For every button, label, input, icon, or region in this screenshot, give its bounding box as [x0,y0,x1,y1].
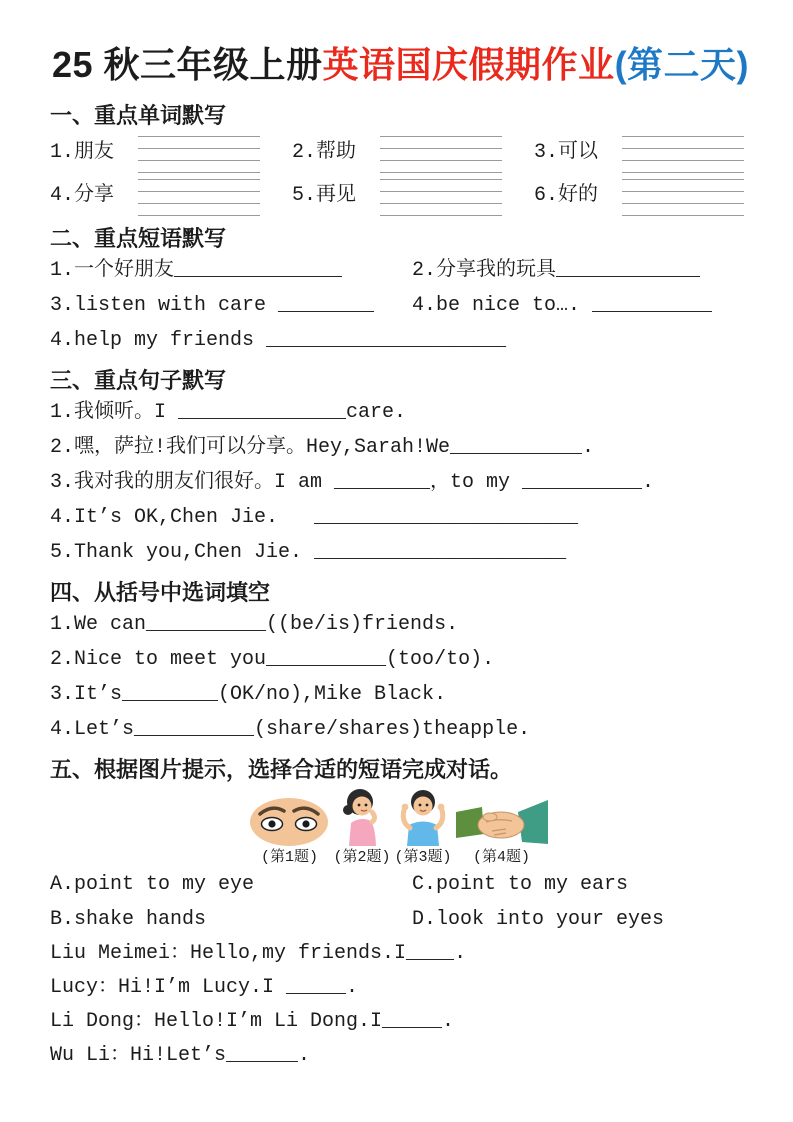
figure-4 [456,798,548,867]
figure-1 [249,796,329,867]
figure-caption: (第4题) [473,849,531,867]
figure-3 [395,788,452,867]
eyes-image [249,796,329,848]
option-d: D.look into your eyes [412,908,665,932]
dialogue-line-1: Liu Meimei：Hello,my friends.I____. [50,942,467,966]
writing-lines [138,136,260,173]
word-item-2 [292,133,534,173]
options-row-2 [50,902,747,937]
section-words-heading: 一、重点单词默写 [50,103,227,129]
word-label: 5.再见 [292,184,357,208]
phrase-item: 3.listen with care ________ [50,294,375,318]
sentence-line-5: 5.Thank you,Chen Jie. _____________________ [50,541,567,565]
figure-caption: (第1题) [260,849,318,867]
phrase-item: 4.be nice to…. __________ [412,294,713,318]
title-part-red: 英语国庆假期作业 [322,44,615,85]
sentence-line-4: 4.It’s OK,Chen Jie. ______________________ [50,506,579,530]
writing-lines [622,179,744,216]
dialogue-line-4: Wu Li：Hi!Let’s______. [50,1044,311,1068]
writing-lines [138,179,260,216]
phrase-row-1 [50,253,747,288]
dialogue-line-2: Lucy：Hi!I’m Lucy.I _____. [50,976,359,1000]
sentence-line-1: 1.我倾听。I ______________care. [50,401,407,425]
phrase-item: 4.help my friends ____________________ [50,329,507,353]
choose-line-3: 3.It’s________(OK/no),Mike Black. [50,683,447,707]
option-b: B.shake hands [50,908,207,932]
handshake-image [456,798,548,848]
sentence-line-2: 2.嘿，萨拉!我们可以分享。Hey,Sarah!We___________. [50,436,595,460]
words-row-1 [50,133,747,173]
word-label: 4.分享 [50,184,115,208]
word-item-5 [292,176,534,216]
page-title [52,44,750,86]
word-item-3 [534,133,776,173]
choose-line-2: 2.Nice to meet you__________(too/to). [50,648,495,672]
word-label: 1.朋友 [50,141,115,165]
word-label: 2.帮助 [292,141,357,165]
word-item-6 [534,176,776,216]
section-choose-heading: 四、从括号中选词填空 [50,580,271,606]
word-item-4 [50,176,292,216]
title-part-blue: (第二天) [614,44,750,85]
option-c: C.point to my ears [412,873,629,897]
word-item-1 [50,133,292,173]
figure-caption: (第2题) [333,849,391,867]
word-label: 3.可以 [534,141,599,165]
writing-lines [380,136,502,173]
words-row-2 [50,176,747,216]
option-a: A.point to my eye [50,873,255,897]
section-dialogue-heading: 五、根据图片提示，选择合适的短语完成对话。 [50,757,513,783]
section-sentences-heading: 三、重点句子默写 [50,368,227,394]
girl-pointing-to-eye-image [339,788,385,848]
writing-lines [380,179,502,216]
phrase-item: 1.一个好朋友______________ [50,259,343,283]
choose-line-4: 4.Let’s__________(share/shares)theapple. [50,718,531,742]
boy-pointing-to-ears-image [395,788,451,848]
options-row-1 [50,867,747,902]
sentence-line-3: 3.我对我的朋友们很好。I am ________，to my __________. [50,471,655,495]
figure-caption: (第3题) [394,849,452,867]
figures-row [50,788,747,867]
phrase-row-3 [50,323,747,358]
phrase-row-2 [50,288,747,323]
dialogue-line-3: Li Dong：Hello!I’m Li Dong.I_____. [50,1010,455,1034]
choose-line-1: 1.We can__________((be/is)friends. [50,613,459,637]
figure-2 [333,788,390,867]
word-label: 6.好的 [534,184,599,208]
title-part-black: 25 秋三年级上册 [52,44,323,85]
phrase-item: 2.分享我的玩具____________ [412,259,701,283]
writing-lines [622,136,744,173]
section-phrases-heading: 二、重点短语默写 [50,226,227,252]
